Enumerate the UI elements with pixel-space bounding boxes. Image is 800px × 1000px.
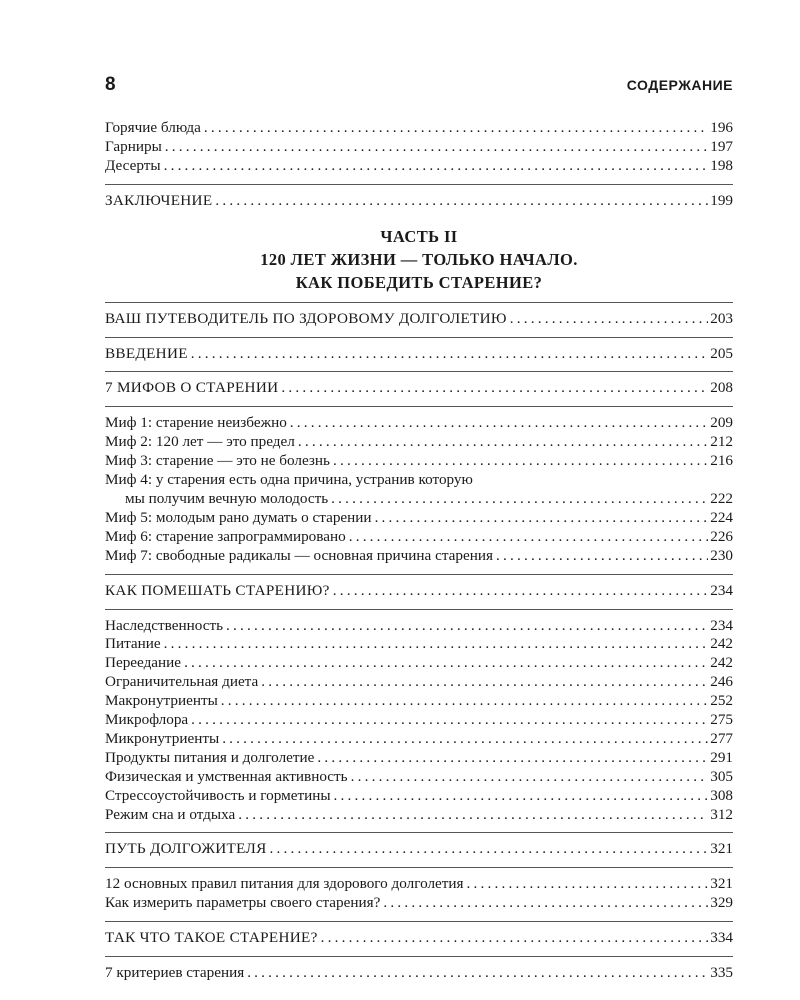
toc-entry (105, 749, 733, 768)
toc-entry-title: Продукты питания и долголетие (105, 748, 315, 766)
toc-leader-dots (496, 547, 708, 566)
toc-entry-title: 7 критериев старения (105, 964, 245, 982)
toc-entry-title: Миф 3: старение — это не болезнь (105, 452, 330, 470)
part-heading (105, 225, 733, 294)
toc-leader-dots (221, 692, 708, 711)
toc-entry (105, 452, 733, 471)
toc-entry-page: 321 (710, 875, 733, 893)
toc-entry-page: 199 (710, 191, 733, 209)
toc-entry-title: Микрофлора (105, 711, 189, 729)
toc-entry (105, 157, 733, 176)
toc-section-entry (105, 840, 733, 859)
toc-leader-dots (165, 138, 708, 157)
toc-entry-page: 329 (710, 894, 733, 912)
toc-leader-dots (334, 787, 709, 806)
section-divider (105, 956, 733, 957)
toc-leader-dots (290, 414, 708, 433)
toc-leader-dots (222, 730, 708, 749)
toc-entry-page: 312 (710, 805, 733, 823)
toc-entry (105, 673, 733, 692)
toc-entry-page: 198 (710, 156, 733, 174)
section-divider (105, 371, 733, 372)
running-head: СОДЕРЖАНИЕ (626, 77, 733, 93)
toc-entry-page: 252 (710, 692, 733, 710)
toc-entry-page: 222 (710, 489, 733, 507)
toc-entry-title: Миф 5: молодым рано думать о старении (105, 508, 372, 526)
toc-entry-title: ВВЕДЕНИЕ (105, 344, 188, 362)
toc-entry-page: 208 (710, 379, 733, 397)
toc-entry (105, 768, 733, 787)
toc-entry (105, 654, 733, 673)
toc-leader-dots (164, 157, 709, 176)
toc-leader-dots (226, 617, 708, 636)
section-divider (105, 832, 733, 833)
toc-entry-title: Ограничительная диета (105, 673, 259, 691)
toc-entry-title: Стрессоустойчивость и горметины (105, 786, 331, 804)
toc-entry (105, 414, 733, 433)
toc-entry-page: 205 (710, 344, 733, 362)
toc-entry (105, 787, 733, 806)
toc-entry-page: 277 (710, 729, 733, 747)
section-divider (105, 867, 733, 868)
toc-entry-page: 209 (710, 414, 733, 432)
toc-entry (105, 711, 733, 730)
toc-leader-dots (351, 768, 709, 787)
toc-entry-page: 234 (710, 616, 733, 634)
toc-leader-dots (191, 711, 708, 730)
section-divider (105, 574, 733, 575)
toc-entry-title: Макронутриенты (105, 692, 218, 710)
toc-entry-title: Миф 4: у старения есть одна причина, устранив которую (105, 471, 473, 489)
part-number: ЧАСТЬ II (380, 226, 458, 246)
part-title-line-2: КАК ПОБЕДИТЬ СТАРЕНИЕ? (295, 272, 543, 292)
toc-entry-page: 321 (710, 840, 733, 858)
toc-entry-page: 305 (710, 767, 733, 785)
toc-entry-title: Переедание (105, 654, 182, 672)
section-divider (105, 921, 733, 922)
section-divider (105, 406, 733, 407)
toc-leader-dots (247, 964, 708, 983)
toc-entry-title: Питание (105, 635, 161, 653)
toc-entry (105, 806, 733, 825)
toc-entry-title: Миф 1: старение неизбежно (105, 414, 287, 432)
toc-entry-page: 242 (710, 654, 733, 672)
toc-entry-title: Физическая и умственная активность (105, 767, 348, 785)
toc-entry-page: 334 (710, 929, 733, 947)
toc-entry (105, 547, 733, 566)
toc-entry-page: 203 (710, 309, 733, 327)
toc-leader-dots (333, 452, 708, 471)
toc-entry-page: 246 (710, 673, 733, 691)
toc-entry-title: Миф 6: старение запрограммировано (105, 527, 346, 545)
toc-section-entry (105, 379, 733, 398)
toc-leader-dots (317, 749, 708, 768)
toc-entry (105, 635, 733, 654)
toc-entry-title: Горячие блюда (105, 119, 201, 136)
toc-entry (105, 692, 733, 711)
toc-entry-title: КАК ПОМЕШАТЬ СТАРЕНИЮ? (105, 581, 330, 599)
toc-entry (105, 433, 733, 452)
toc-leader-dots (321, 929, 709, 948)
toc-section-entry (105, 310, 733, 329)
page-header (105, 74, 733, 100)
section-divider (105, 609, 733, 610)
toc-leader-dots (298, 433, 708, 452)
section-divider (105, 302, 733, 303)
toc-entry-page: 234 (710, 581, 733, 599)
toc-entry-page: 216 (710, 452, 733, 470)
toc-entry (105, 528, 733, 547)
toc-leader-dots (184, 654, 708, 673)
toc-leader-dots (375, 509, 709, 528)
toc-entry-title: Миф 2: 120 лет — это предел (105, 433, 295, 451)
toc-entry (105, 894, 733, 913)
toc-entry-title: ТАК ЧТО ТАКОЕ СТАРЕНИЕ? (105, 929, 318, 947)
toc-leader-dots (467, 875, 709, 894)
toc-entry-title: Наследственность (105, 616, 224, 634)
part-title-line-1: 120 ЛЕТ ЖИЗНИ — ТОЛЬКО НАЧАЛО. (260, 249, 578, 269)
toc-entry-title: 12 основных правил питания для здорового долголетия (105, 875, 464, 893)
toc-leader-dots (331, 490, 708, 509)
toc-entry-title: Миф 7: свободные радикалы — основная причина старения (105, 546, 493, 564)
toc-leader-dots (349, 528, 709, 547)
toc-entry-page: 224 (710, 508, 733, 526)
toc-leader-dots (164, 635, 709, 654)
toc-entry-title: Режим сна и отдыха (105, 805, 236, 823)
table-of-contents (105, 119, 733, 983)
toc-entry-title: 7 МИФОВ О СТАРЕНИИ (105, 379, 279, 397)
toc-entry-page: 291 (710, 748, 733, 766)
toc-entry-title: ВАШ ПУТЕВОДИТЕЛЬ ПО ЗДОРОВОМУ ДОЛГОЛЕТИЮ (105, 309, 507, 327)
toc-entry-page: 226 (710, 527, 733, 545)
toc-entry-page: 242 (710, 635, 733, 653)
toc-entry-title: ЗАКЛЮЧЕНИЕ (105, 191, 213, 209)
section-divider (105, 184, 733, 185)
toc-entry-title: Десерты (105, 156, 161, 174)
toc-leader-dots (281, 379, 708, 398)
toc-entry-page: 308 (710, 786, 733, 804)
toc-entry (105, 509, 733, 528)
toc-entry-title: Гарниры (105, 137, 162, 155)
toc-leader-dots (215, 192, 708, 211)
toc-entry (105, 730, 733, 749)
toc-entry-page: 275 (710, 711, 733, 729)
toc-entry (105, 119, 733, 138)
toc-entry-page: 197 (710, 137, 733, 155)
toc-leader-dots (333, 582, 709, 601)
page-number: 8 (105, 74, 117, 95)
toc-entry-title: Микронутриенты (105, 729, 220, 747)
toc-leader-dots (204, 119, 708, 138)
toc-entry (105, 964, 733, 983)
toc-section-entry (105, 929, 733, 948)
toc-leader-dots (261, 673, 708, 692)
toc-entry-page: 196 (710, 119, 733, 136)
toc-entry (105, 138, 733, 157)
toc-leader-dots (238, 806, 708, 825)
toc-leader-dots (510, 310, 708, 329)
toc-leader-dots (383, 894, 708, 913)
toc-entry-page: 212 (710, 433, 733, 451)
toc-section-entry (105, 582, 733, 601)
toc-section-entry (105, 192, 733, 211)
toc-entry (105, 875, 733, 894)
toc-entry (105, 617, 733, 636)
toc-section-entry (105, 345, 733, 364)
toc-entry-title: ПУТЬ ДОЛГОЖИТЕЛЯ (105, 840, 267, 858)
section-divider (105, 337, 733, 338)
toc-entry-page: 230 (710, 546, 733, 564)
toc-entry-page: 335 (710, 964, 733, 982)
toc-entry-title: Как измерить параметры своего старения? (105, 894, 381, 912)
toc-leader-dots (270, 840, 709, 859)
toc-leader-dots (191, 345, 708, 364)
toc-entry-title-continued: мы получим вечную молодость (125, 489, 329, 507)
toc-entry (105, 490, 733, 509)
